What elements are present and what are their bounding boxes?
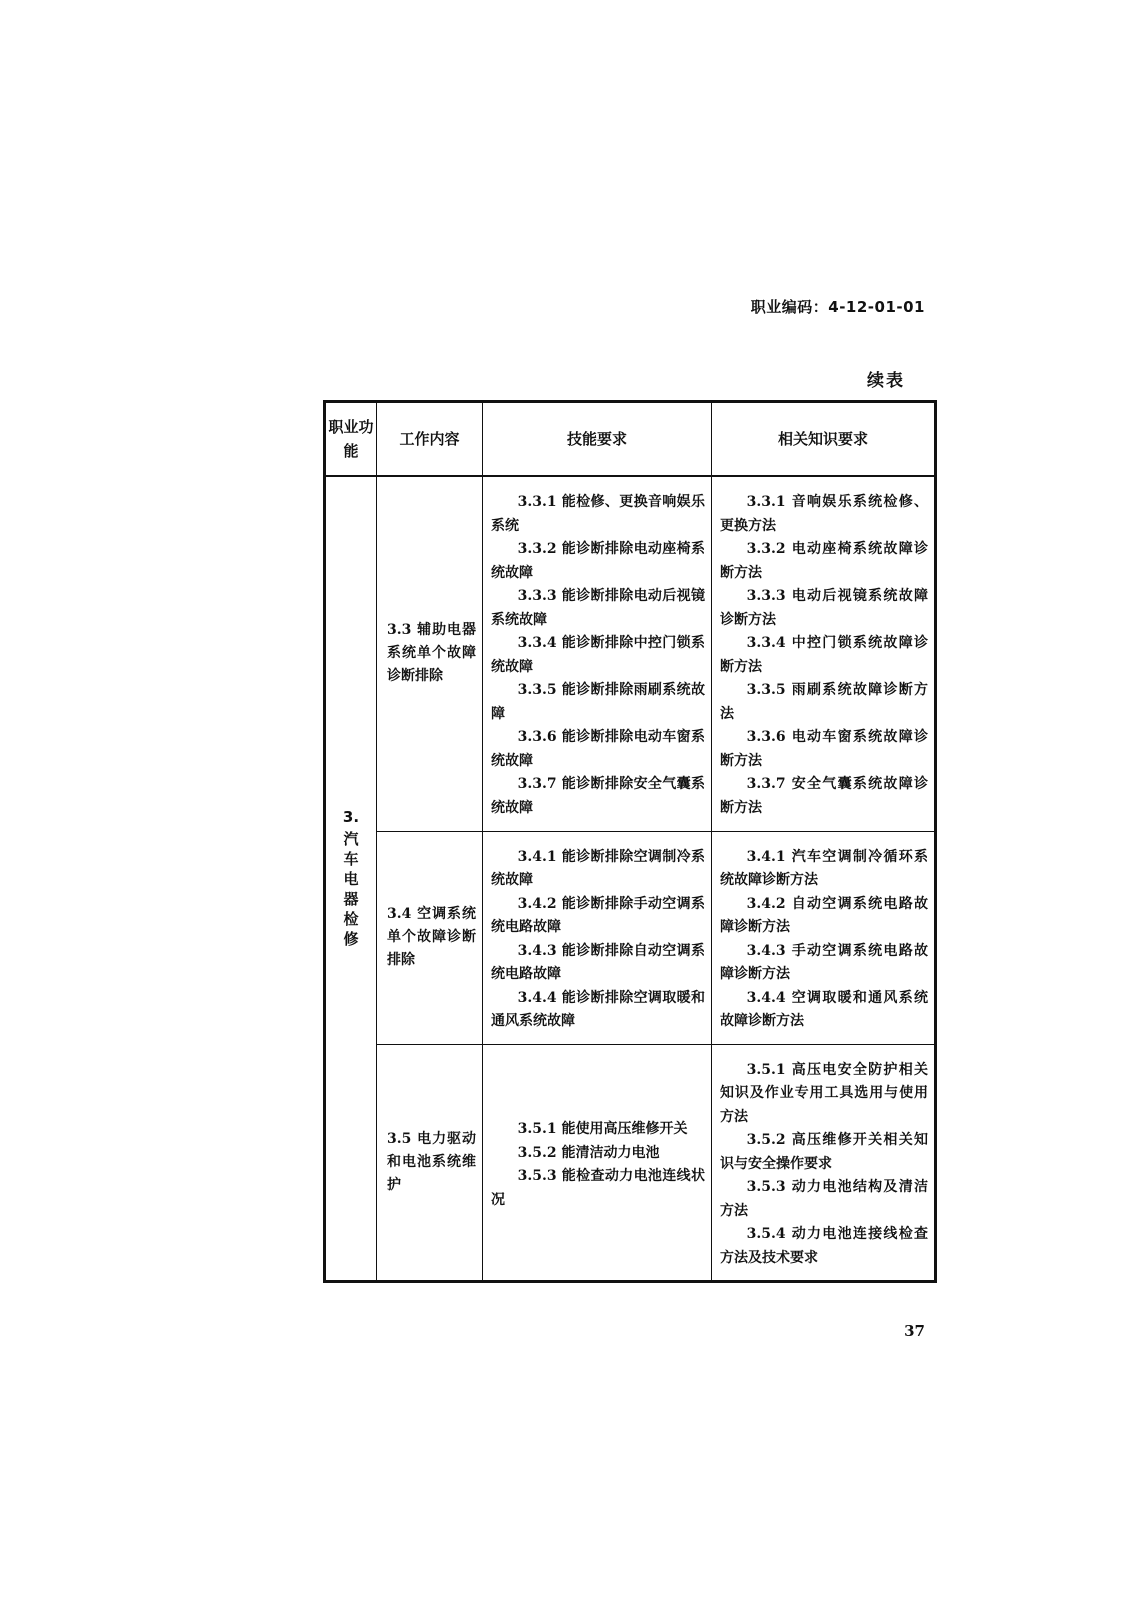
- skill-item: 3.3.2 能诊断排除电动座椅系统故障: [491, 541, 705, 581]
- knowledge-item: 3.4.2 自动空调系统电路故障诊断方法: [720, 895, 928, 935]
- function-name: 汽车电器检修: [343, 830, 359, 949]
- skill-item: 3.5.1 能使用高压维修开关: [517, 1121, 688, 1137]
- knowledge-item: 3.5.1 高压电安全防护相关知识及作业专用工具选用与使用方法: [720, 1061, 928, 1125]
- skill-item: 3.3.6 能诊断排除电动车窗系统故障: [491, 729, 705, 769]
- table-row: [325, 1044, 936, 1281]
- knowledge-item: 3.3.3 电动后视镜系统故障诊断方法: [720, 588, 928, 628]
- occupation-code: 职业编码：4-12-01-01: [750, 298, 925, 316]
- occupation-standard-table: [323, 400, 937, 1283]
- table-row: [325, 831, 936, 1044]
- skill-item: 3.3.5 能诊断排除雨刷系统故障: [491, 682, 705, 722]
- page-number: 37: [904, 1322, 925, 1340]
- knowledge-item: 3.3.1 音响娱乐系统检修、更换方法: [720, 494, 928, 534]
- knowledge-item: 3.5.3 动力电池结构及清洁方法: [720, 1179, 928, 1219]
- column-header-skills: 技能要求: [483, 402, 712, 477]
- work-content-cell: 3.3 辅助电器系统单个故障诊断排除: [377, 476, 483, 831]
- skills-cell: [483, 1044, 712, 1281]
- column-header-knowledge: 相关知识要求: [712, 402, 936, 477]
- knowledge-item: 3.3.2 电动座椅系统故障诊断方法: [720, 541, 928, 581]
- knowledge-item: 3.3.5 雨刷系统故障诊断方法: [720, 682, 928, 722]
- knowledge-cell: [712, 1044, 936, 1281]
- knowledge-item: 3.5.4 动力电池连接线检查方法及技术要求: [720, 1226, 928, 1266]
- knowledge-item: 3.4.1 汽车空调制冷循环系统故障诊断方法: [720, 848, 928, 888]
- table-row: [325, 476, 936, 831]
- column-header-function: 职业功能: [325, 402, 377, 477]
- skill-item: 3.3.3 能诊断排除电动后视镜系统故障: [491, 588, 705, 628]
- skill-item: 3.3.7 能诊断排除安全气囊系统故障: [491, 776, 705, 816]
- skills-cell: [483, 476, 712, 831]
- skill-item: 3.4.1 能诊断排除空调制冷系统故障: [491, 848, 705, 888]
- knowledge-item: 3.3.6 电动车窗系统故障诊断方法: [720, 729, 928, 769]
- column-header-work-content: 工作内容: [377, 402, 483, 477]
- knowledge-item: 3.5.2 高压维修开关相关知识与安全操作要求: [720, 1132, 928, 1172]
- skill-item: 3.5.2 能清洁动力电池: [517, 1144, 660, 1161]
- skill-item: 3.5.3 能检查动力电池连线状况: [491, 1168, 705, 1208]
- knowledge-cell: [712, 476, 936, 831]
- work-content-cell: 3.4 空调系统单个故障诊断排除: [377, 831, 483, 1044]
- knowledge-item: 3.3.4 中控门锁系统故障诊断方法: [720, 635, 928, 675]
- skill-item: 3.3.1 能检修、更换音响娱乐系统: [491, 494, 705, 534]
- knowledge-item: 3.4.3 手动空调系统电路故障诊断方法: [720, 942, 928, 982]
- knowledge-cell: [712, 831, 936, 1044]
- skill-item: 3.4.3 能诊断排除自动空调系统电路故障: [491, 942, 705, 982]
- knowledge-item: 3.3.7 安全气囊系统故障诊断方法: [720, 776, 928, 816]
- skill-item: 3.4.2 能诊断排除手动空调系统电路故障: [491, 895, 705, 935]
- work-content-cell: 3.5 电力驱动和电池系统维护: [377, 1044, 483, 1281]
- skills-cell: [483, 831, 712, 1044]
- skill-item: 3.3.4 能诊断排除中控门锁系统故障: [491, 635, 705, 675]
- function-number: 3.: [342, 808, 360, 827]
- knowledge-item: 3.4.4 空调取暖和通风系统故障诊断方法: [720, 989, 928, 1029]
- continued-label: 续表: [867, 371, 905, 391]
- table-header-row: [325, 402, 936, 477]
- skill-item: 3.4.4 能诊断排除空调取暖和通风系统故障: [491, 989, 705, 1029]
- function-cell: [325, 476, 377, 1281]
